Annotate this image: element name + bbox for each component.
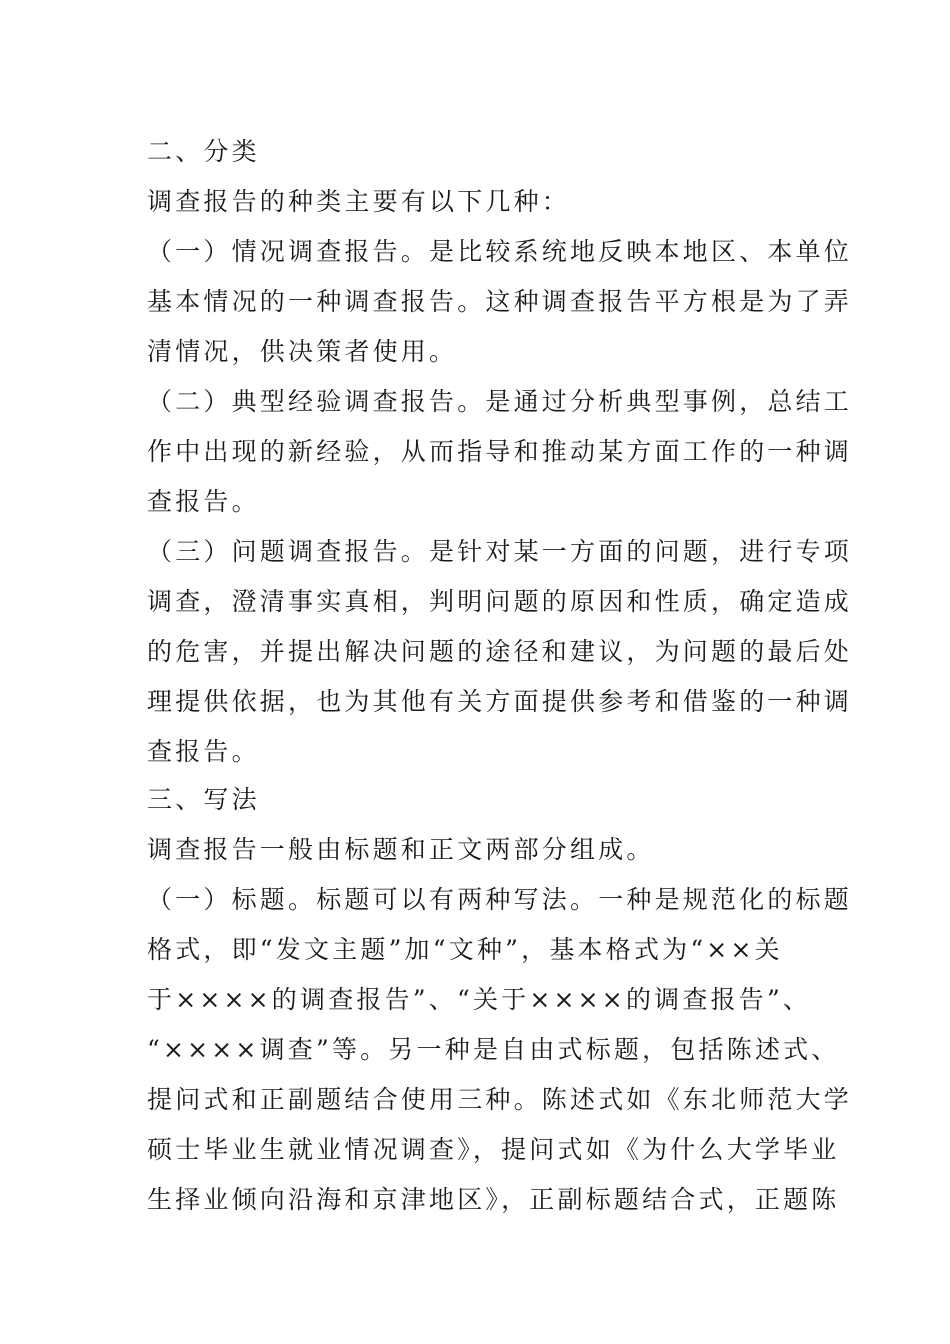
paragraph-line: （二）典型经验调查报告。是通过分析典型事例，总结工 [147,387,853,416]
paragraph-line: 理提供依据，也为其他有关方面提供参考和借鉴的一种调 [147,687,853,716]
paragraph-line: 调查报告的种类主要有以下几种： [147,187,571,216]
paragraph-line: （一）情况调查报告。是比较系统地反映本地区、本单位 [147,237,853,266]
paragraph-line: 的危害，并提出解决问题的途径和建议，为问题的最后处 [147,637,853,666]
paragraph-line: “××××调查”等。另一种是自由式标题，包括陈述式、 [147,1035,840,1064]
paragraph-line: 查报告。 [147,487,260,516]
paragraph-line: 基本情况的一种调查报告。这种调查报告平方根是为了弄 [147,287,853,316]
section-heading-writing-method: 三、写法 [147,785,260,814]
section-heading-classification: 二、分类 [147,137,260,166]
paragraph-line: 生择业倾向沿海和京津地区》，正副标题结合式，正题陈 [147,1185,840,1214]
paragraph-line: （一）标题。标题可以有两种写法。一种是规范化的标题 [147,885,853,914]
paragraph-line: 调查报告一般由标题和正文两部分组成。 [147,835,655,864]
paragraph-line: 调查，澄清事实真相，判明问题的原因和性质，确定造成 [147,587,853,616]
paragraph-line: 硕士毕业生就业情况调查》，提问式如《为什么大学毕业 [147,1135,840,1164]
paragraph-line: 查报告。 [147,737,260,766]
paragraph-line: 于××××的调查报告”、“关于××××的调查报告”、 [147,985,812,1014]
paragraph-line: 格式，即“发文主题”加“文种”，基本格式为“××关 [147,935,783,964]
paragraph-line: （三）问题调查报告。是针对某一方面的问题，进行专项 [147,537,853,566]
paragraph-line: 提问式和正副题结合使用三种。陈述式如《东北师范大学 [147,1085,853,1114]
paragraph-line: 作中出现的新经验，从而指导和推动某方面工作的一种调 [147,437,853,466]
paragraph-line: 清情况，供决策者使用。 [147,337,458,366]
